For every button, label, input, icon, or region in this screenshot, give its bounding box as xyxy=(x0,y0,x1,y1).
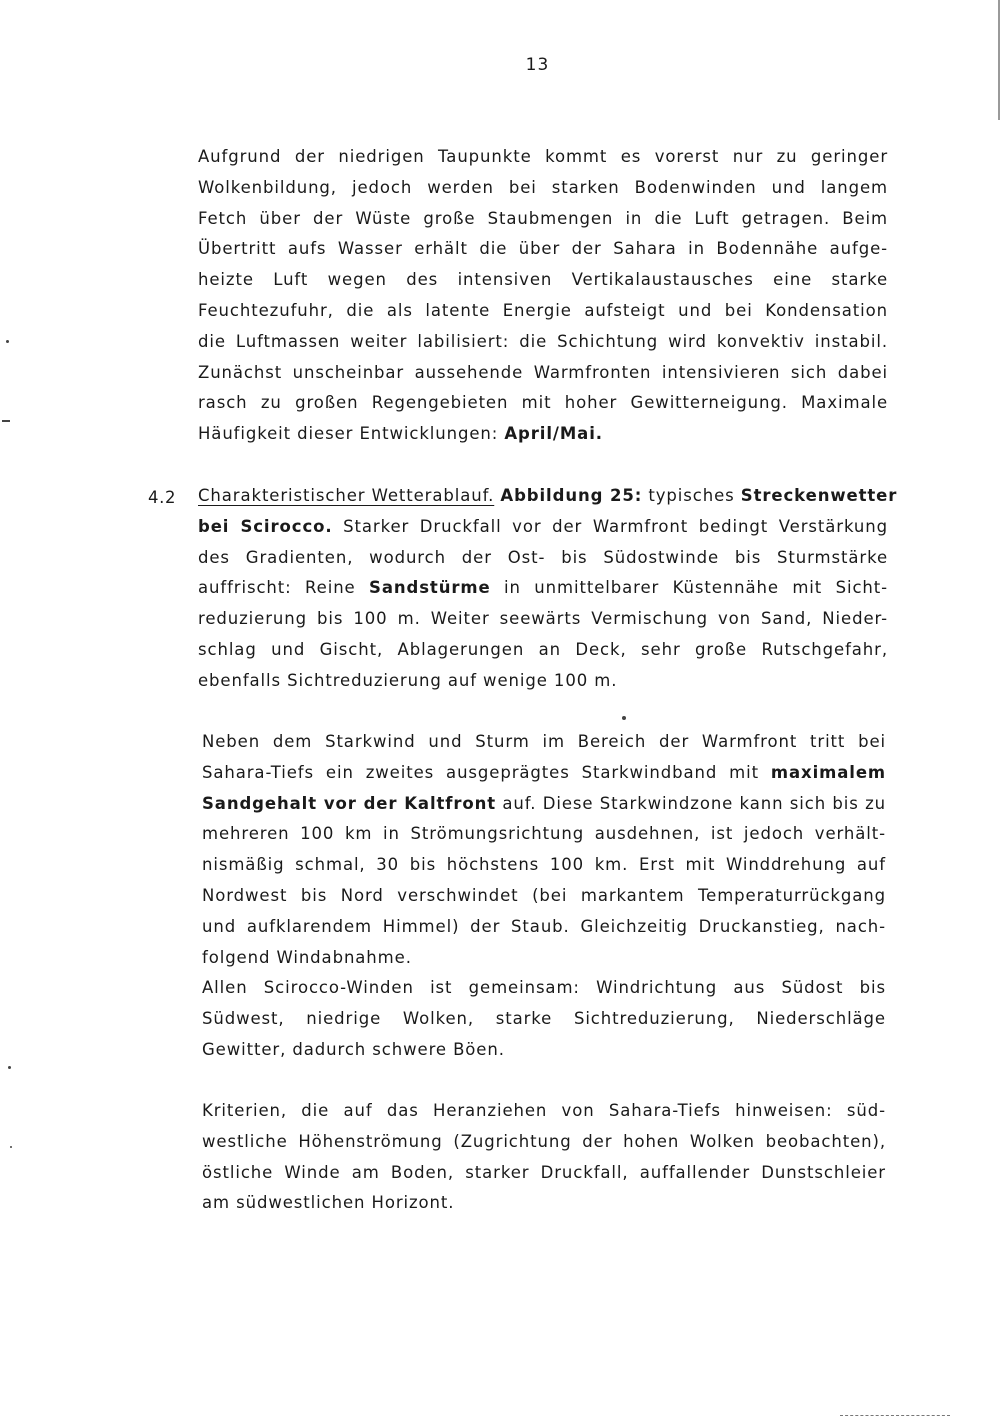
text-segment: Starker Druckfall vor der Warmfront bedingt Verstärkung xyxy=(332,516,888,536)
text-line: Zunächst unscheinbar aussehende Warmfronten intensivieren sich dabei xyxy=(198,362,888,382)
text-line: Wolkenbildung, jedoch werden bei starken Bodenwinden und langem xyxy=(198,177,888,197)
text-line xyxy=(198,512,888,543)
emphasis-sandgehalt: Sandgehalt vor der Kaltfront xyxy=(202,793,497,813)
section-heading: Charakteristischer Wetterablauf. xyxy=(198,486,495,505)
text-line: Gewitter, dadurch schwere Böen. xyxy=(202,1039,505,1059)
emphasis-scirocco: bei Scirocco. xyxy=(198,516,333,536)
scan-speck xyxy=(10,1146,12,1148)
emphasis-months: April/Mai. xyxy=(504,424,603,444)
text-line: heizte Luft wegen des intensiven Vertikalaustausches eine starke xyxy=(198,270,888,290)
text-line: schlag und Gischt, Ablagerungen an Deck, sehr große Rutschgefahr, xyxy=(198,639,888,659)
section-number: 4.2 xyxy=(148,488,177,507)
scan-speck xyxy=(6,340,9,343)
text-line: östliche Winde am Boden, starker Druckfall, auffallender Dunstschleier xyxy=(202,1162,886,1182)
text-line: mehreren 100 km in Strömungsrichtung ausdehnen, ist jedoch verhält- xyxy=(202,824,886,844)
text-segment: auffrischt: Reine xyxy=(198,578,370,598)
text-line: Feuchtezufuhr, die als latente Energie aufsteigt und bei Kondensation xyxy=(198,300,888,320)
text-line: des Gradienten, wodurch der Ost- bis Südostwinde bis Sturmstärke xyxy=(198,547,888,567)
scan-speck xyxy=(8,1066,11,1069)
text-line: Fetch über der Wüste große Staubmengen in die Luft getragen. Beim xyxy=(198,208,888,228)
text-line: reduzierung bis 100 m. Weiter seewärts Vermischung von Sand, Nieder- xyxy=(198,609,888,629)
paragraph-kriterien xyxy=(202,1096,886,1219)
scan-mark xyxy=(2,420,10,422)
figure-reference: Abbildung 25: xyxy=(500,486,643,505)
page-number: 13 xyxy=(525,55,550,75)
text-line: Nordwest bis Nord verschwindet (bei markantem Temperaturrückgang xyxy=(202,885,886,905)
paragraph-intro xyxy=(198,142,888,450)
text-line: Kriterien, die auf das Heranziehen von Sahara-Tiefs hinweisen: süd- xyxy=(202,1101,886,1120)
paragraph-starkwind xyxy=(202,727,886,1066)
text-segment: Häufigkeit dieser Entwicklungen: xyxy=(198,424,505,444)
text-line xyxy=(198,573,888,604)
emphasis-maximalem: maximalem xyxy=(770,762,886,782)
text-line: Allen Scirocco-Winden ist gemeinsam: Windrichtung aus Südost bis xyxy=(202,978,886,998)
text-line xyxy=(202,789,886,820)
text-line: rasch zu großen Regengebieten mit hoher Gewitterneigung. Maximale xyxy=(198,393,888,413)
emphasis-sandstuerme: Sandstürme xyxy=(369,578,491,598)
text-line: Aufgrund der niedrigen Taupunkte kommt es vorerst nur zu geringer xyxy=(198,147,888,166)
scan-bottom-rule xyxy=(840,1415,950,1417)
text-segment: typisches xyxy=(642,486,741,505)
section-heading-line xyxy=(198,481,898,512)
text-line: ebenfalls Sichtreduzierung auf wenige 100 m. xyxy=(198,670,618,690)
text-line: nismäßig schmal, 30 bis höchstens 100 km. Erst mit Winddrehung auf xyxy=(202,855,886,875)
text-line: Neben dem Starkwind und Sturm im Bereich der Warmfront tritt bei xyxy=(202,732,886,751)
section-4-2 xyxy=(198,481,898,697)
text-segment: in unmittelbarer Küstennähe mit Sicht- xyxy=(490,578,888,598)
text-line: Übertritt aufs Wasser erhält die über der Sahara in Bodennähe aufge- xyxy=(198,239,888,259)
text-line: Südwest, niedrige Wolken, starke Sichtreduzierung, Niederschläge xyxy=(202,1009,886,1029)
text-line: folgend Windabnahme. xyxy=(202,947,412,967)
text-segment: auf. Diese Starkwindzone kann sich bis zu xyxy=(496,793,886,813)
text-line: westliche Höhenströmung (Zugrichtung der hohen Wolken beobachten), xyxy=(202,1131,886,1151)
text-line xyxy=(198,419,888,450)
text-line xyxy=(202,758,886,789)
text-segment: Sahara-Tiefs ein zweites ausgeprägtes Starkwindband mit xyxy=(202,762,771,782)
emphasis-streckenwetter: Streckenwetter xyxy=(740,486,898,505)
text-line: und aufklarendem Himmel) der Staub. Gleichzeitig Druckanstieg, nach- xyxy=(202,916,886,936)
text-line: am südwestlichen Horizont. xyxy=(202,1193,455,1213)
text-line: die Luftmassen weiter labilisiert: die Schichtung wird konvektiv instabil. xyxy=(198,331,888,351)
scan-speck xyxy=(622,716,626,720)
